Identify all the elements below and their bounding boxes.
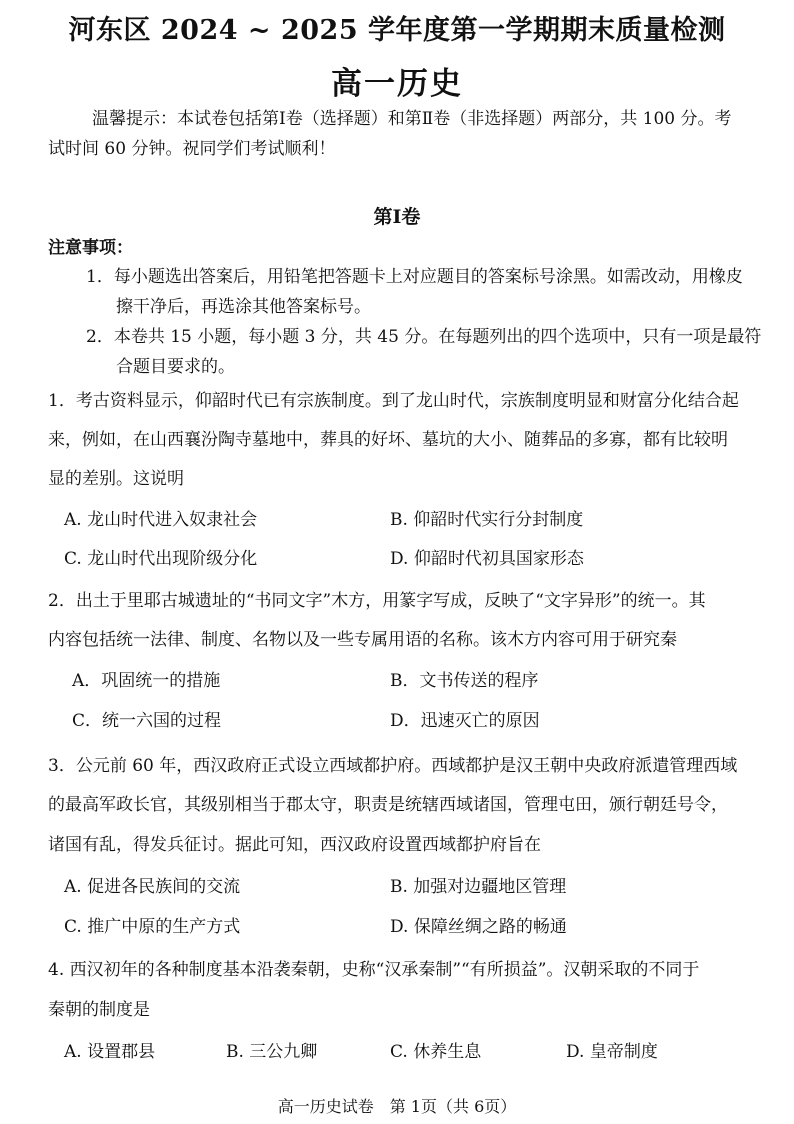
note-2-line-1: 2．本卷共 15 小题，每小题 3 分，共 45 分。在每题列出的四个选项中，只有一项是最符 (86, 327, 762, 347)
notice-line-2: 试时间 60 分钟。祝同学们考试顺利！ (48, 139, 336, 159)
question-3-option-d: D. 保障丝绸之路的畅通 (390, 917, 567, 937)
question-4-line-1: 4. 西汉初年的各种制度基本沿袭秦朝，史称“汉承秦制”“有所损益”。汉朝采取的不同于 (48, 960, 700, 980)
note-1-line-2: 擦干净后，再选涂其他答案标号。 (116, 297, 371, 317)
question-3-line-1: 3．公元前 60 年，西汉政府正式设立西域都护府。西域都护是汉王朝中央政府派遣管理西域 (48, 756, 738, 776)
question-4-option-a: A. 设置郡县 (64, 1042, 156, 1062)
question-4-option-d: D. 皇帝制度 (566, 1042, 658, 1062)
question-3-line-3: 诸国有乱，得发兵征讨。据此可知，西汉政府设置西域都护府旨在 (48, 835, 541, 855)
notes-title: 注意事项： (48, 238, 133, 258)
notice-line-1: 温馨提示：本试卷包括第Ⅰ卷（选择题）和第Ⅱ卷（非选择题）两部分，共 100 分。考 (92, 109, 732, 129)
question-2-line-1: 2．出土于里耶古城遗址的“书同文字”木方，用篆字写成，反映了“文字异形”的统一。其 (48, 591, 706, 611)
question-1-option-b: B. 仰韶时代实行分封制度 (390, 510, 584, 530)
question-3-option-a: A. 促进各民族间的交流 (64, 877, 241, 897)
question-1-line-1: 1．考古资料显示，仰韶时代已有宗族制度。到了龙山时代，宗族制度明显和财富分化结合起 (48, 391, 739, 411)
note-2-line-2: 合题目要求的。 (116, 357, 235, 377)
exam-subject: 高一历史 (331, 66, 463, 102)
question-2-option-c: C．统一六国的过程 (72, 711, 222, 731)
question-4-option-b: B. 三公九卿 (226, 1042, 318, 1062)
question-3-option-b: B. 加强对边疆地区管理 (390, 877, 567, 897)
note-1-line-1: 1．每小题选出答案后，用铅笔把答题卡上对应题目的答案标号涂黑。如需改动，用橡皮 (86, 267, 743, 287)
question-1-option-d: D. 仰韶时代初具国家形态 (390, 549, 584, 569)
section-title: 第Ⅰ卷 (373, 206, 421, 228)
question-4-option-c: C. 休养生息 (390, 1042, 482, 1062)
page-footer: 高一历史试卷 第 1页（共 6页） (277, 1097, 517, 1116)
question-3-line-2: 的最高军政长官，其级别相当于郡太守，职责是统辖西域诸国，管理屯田，颁行朝廷号令， (48, 795, 728, 815)
question-2-line-2: 内容包括统一法律、制度、名物以及一些专属用语的名称。该木方内容可用于研究秦 (48, 630, 677, 650)
question-2-option-d: D．迅速灭亡的原因 (390, 711, 540, 731)
question-1-option-a: A. 龙山时代进入奴隶社会 (64, 510, 258, 530)
question-3-option-c: C. 推广中原的生产方式 (64, 917, 241, 937)
exam-title: 河东区 2024 ~ 2025 学年度第一学期期末质量检测 (68, 15, 726, 46)
question-1-option-c: C. 龙山时代出现阶级分化 (64, 549, 258, 569)
question-1-line-2: 来，例如，在山西襄汾陶寺墓地中，葬具的好坏、墓坑的大小、随葬品的多寡，都有比较明 (48, 430, 728, 450)
question-4-line-2: 秦朝的制度是 (48, 1000, 150, 1020)
question-1-line-3: 显的差别。这说明 (48, 469, 184, 489)
question-2-option-a: A．巩固统一的措施 (72, 671, 221, 691)
question-2-option-b: B．文书传送的程序 (390, 671, 539, 691)
